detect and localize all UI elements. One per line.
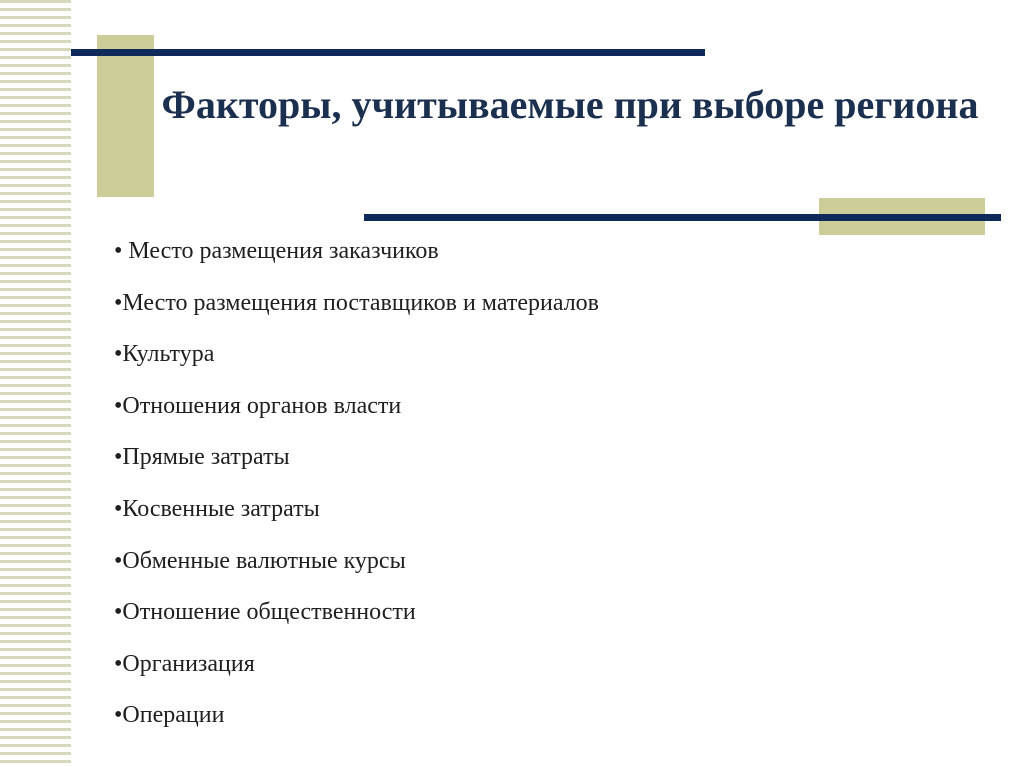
decorative-side-stripes xyxy=(0,0,71,767)
bullet-list xyxy=(114,231,599,747)
list-item: •Прямые затраты xyxy=(114,444,290,471)
list-item: •Отношения органов власти xyxy=(114,392,402,419)
list-item: •Организация xyxy=(114,650,255,677)
title-rule-top xyxy=(71,49,705,56)
title-rule-bottom xyxy=(364,214,1001,221)
list-item: •Косвенные затраты xyxy=(114,495,320,522)
list-item: •Отношение общественности xyxy=(114,599,416,626)
list-item: • Место размещения заказчиков xyxy=(114,238,439,264)
accent-block-top xyxy=(97,35,154,197)
list-item: •Место размещения поставщиков и материалов xyxy=(114,289,600,316)
slide-title: Факторы, учитываемые при выборе региона xyxy=(161,82,979,127)
list-item: •Операции xyxy=(114,702,225,729)
list-item: •Культура xyxy=(114,341,215,368)
list-item: •Обменные валютные курсы xyxy=(114,547,406,574)
